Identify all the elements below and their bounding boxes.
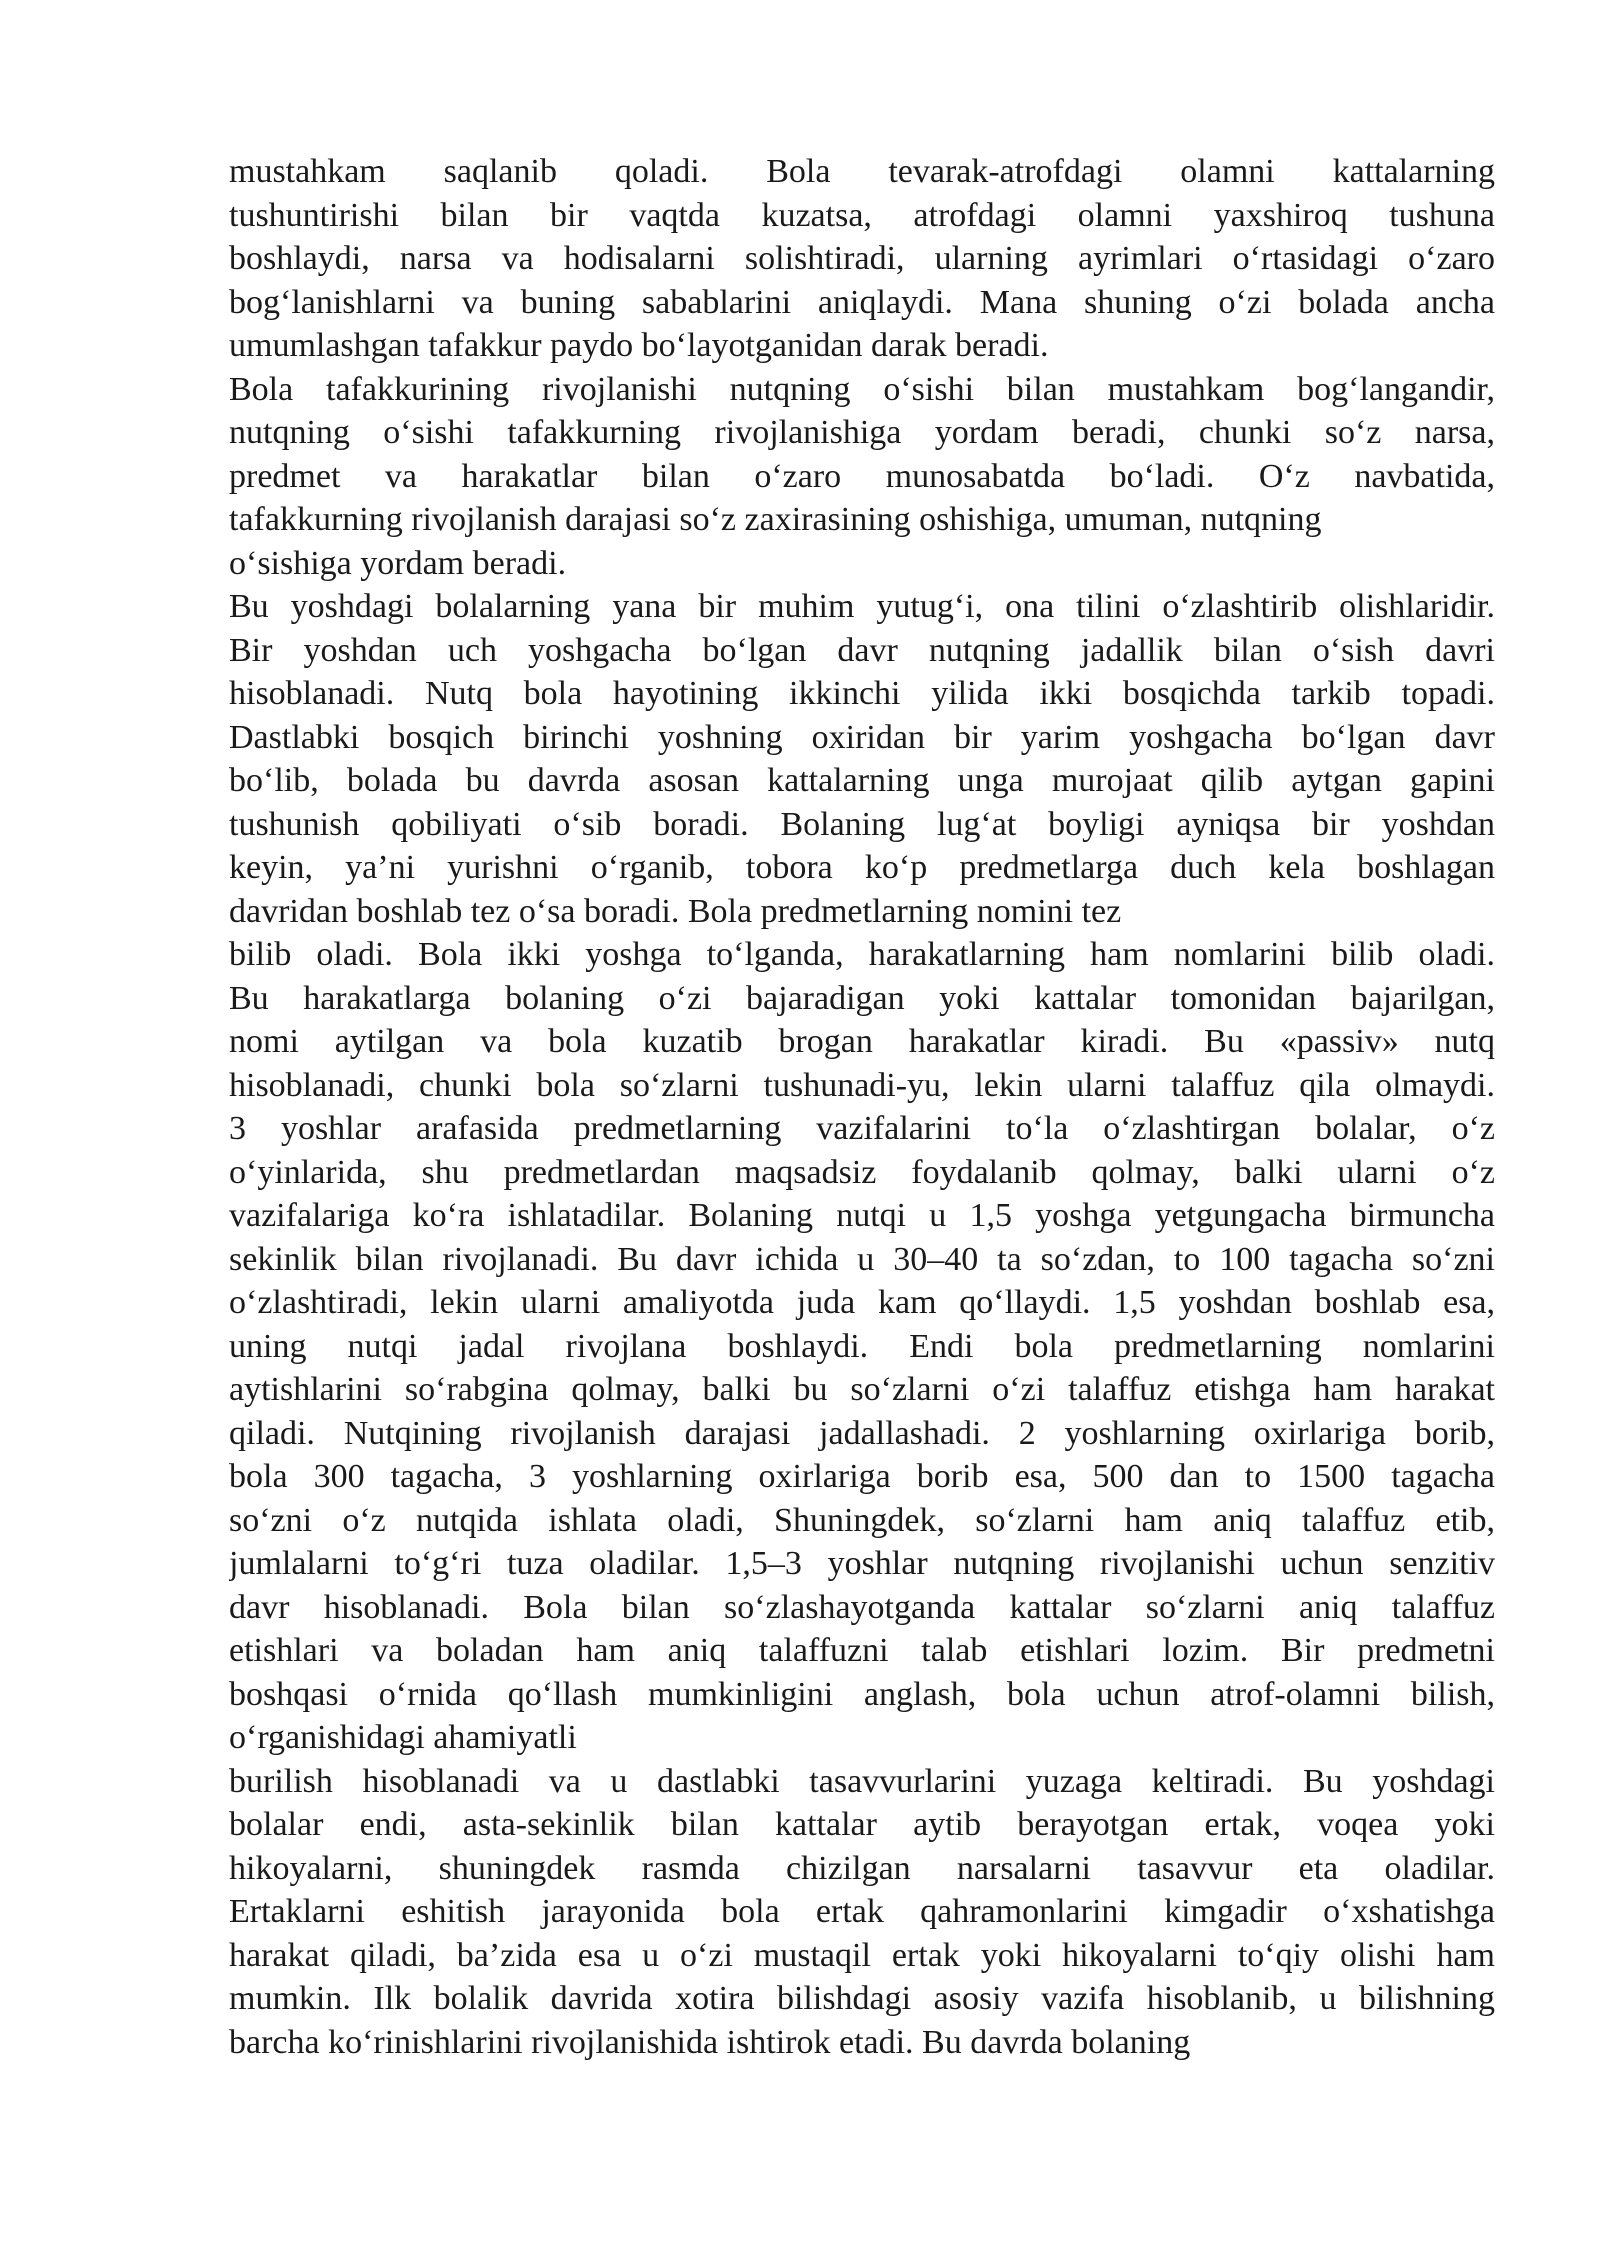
text-line: sekinlik bilan rivojlanadi. Bu davr ichida u 30–40 ta so‘zdan, to 100 tagacha so‘zni [229,1240,1495,1278]
text-line: Bola tafakkurining rivojlanishi nutqning o‘sishi bilan mustahkam bog‘langandir, [229,370,1495,408]
text-line: bola 300 tagacha, 3 yoshlarning oxirlariga borib esa, 500 dan to 1500 tagacha [229,1458,1495,1495]
text-line: jumlalarni to‘g‘ri tuza oladilar. 1,5–3 yoshlar nutqning rivojlanishi uchun senzitiv [229,1545,1495,1582]
text-line: qiladi. Nutqining rivojlanish darajasi jadallashadi. 2 yoshlarning oxirlariga borib, [229,1414,1495,1452]
text-line: keyin, ya’ni yurishni o‘rganib, tobora ko‘p predmetlarga duch kela boshlagan [229,849,1495,886]
text-line: bilib oladi. Bola ikki yoshga to‘lganda, harakatlarning ham nomlarini bilib oladi. [229,936,1495,973]
text-line: mumkin. Ilk bolalik davrida xotira bilishdagi asosiy vazifa hisoblanib, u bilishning [229,1980,1495,2017]
text-line: aytishlarini so‘rabgina qolmay, balki bu so‘zlarni o‘zi talaffuz etishga ham harakat [229,1371,1495,1408]
text-line: davridan boshlab tez o‘sa boradi. Bola predmetlarning nomini tez [229,892,1122,930]
text-line: o‘zlashtiradi, lekin ularni amaliyotda juda kam qo‘llaydi. 1,5 yoshdan boshlab esa, [229,1284,1495,1321]
text-line: davr hisoblanadi. Bola bilan so‘zlashayotganda kattalar so‘zlarni aniq talaffuz [229,1588,1495,1626]
text-line: o‘sishiga yordam beradi. [229,544,567,582]
text-line: so‘zni o‘z nutqida ishlata oladi, Shuningdek, so‘zlarni ham aniq talaffuz etib, [229,1501,1495,1539]
text-line: bolalar endi, asta-sekinlik bilan kattalar aytib berayotgan ertak, voqea yoki [229,1806,1495,1843]
text-line: Dastlabki bosqich birinchi yoshning oxiridan bir yarim yoshgacha bo‘lgan davr [229,718,1495,756]
document-page [229,150,1495,2064]
text-line: hikoyalarni, shuningdek rasmda chizilgan narsalarni tasavvur eta oladilar. [229,1849,1495,1887]
text-line: uning nutqi jadal rivojlana boshlaydi. Endi bola predmetlarning nomlarini [229,1327,1495,1365]
text-line: tushuntirishi bilan bir vaqtda kuzatsa, atrofdagi olamni yaxshiroq tushuna [229,196,1495,234]
text-line: Ertaklarni eshitish jarayonida bola ertak qahramonlarini kimgadir o‘xshatishga [229,1893,1495,1930]
text-line: harakat qiladi, ba’zida esa u o‘zi mustaqil ertak yoki hikoyalarni to‘qiy olishi ham [229,1936,1495,1974]
text-line: tafakkurning rivojlanish darajasi so‘z zaxirasining oshishiga, umuman, nutqning [229,501,1322,538]
text-line: bo‘lib, bolada bu davrda asosan kattalarning unga murojaat qilib aytgan gapini [229,762,1495,799]
text-line: 3 yoshlar arafasida predmetlarning vazifalarini to‘la o‘zlashtirgan bolalar, o‘z [229,1110,1495,1147]
text-line: Bu harakatlarga bolaning o‘zi bajaradigan yoki kattalar tomonidan bajarilgan, [229,979,1495,1017]
text-line: tushunish qobiliyati o‘sib boradi. Bolaning lug‘at boyligi ayniqsa bir yoshdan [229,805,1495,843]
text-line: barcha ko‘rinishlarini rivojlanishida ishtirok etadi. Bu davrda bolaning [229,2023,1191,2061]
text-line: boshqasi o‘rnida qo‘llash mumkinligini anglash, bola uchun atrof-olamni bilish, [229,1675,1495,1713]
text-line: umumlashgan tafakkur paydo bo‘layotganidan darak beradi. [229,327,1049,364]
text-line: Bir yoshdan uch yoshgacha bo‘lgan davr nutqning jadallik bilan o‘sish davri [229,631,1495,669]
text-line: boshlaydi, narsa va hodisalarni solishtiradi, ularning ayrimlari o‘rtasidagi o‘zaro [229,240,1495,277]
text-line: mustahkam saqlanib qoladi. Bola tevarak-atrofdagi olamni kattalarning [229,153,1495,190]
text-line: hisoblanadi. Nutq bola hayotining ikkinchi yilida ikki bosqichda tarkib topadi. [229,675,1495,712]
text-line: hisoblanadi, chunki bola so‘zlarni tushunadi-yu, lekin ularni talaffuz qila olmaydi. [229,1066,1495,1104]
text-line: Bu yoshdagi bolalarning yana bir muhim yutug‘i, ona tilini o‘zlashtirib olishlaridir. [229,588,1495,625]
text-line: nomi aytilgan va bola kuzatib brogan harakatlar kiradi. Bu «passiv» nutq [229,1023,1495,1060]
text-line: o‘rganishidagi ahamiyatli [229,1719,577,1756]
text-line: etishlari va boladan ham aniq talaffuzni talab etishlari lozim. Bir predmetni [229,1632,1495,1669]
text-line: o‘yinlarida, shu predmetlardan maqsadsiz foydalanib qolmay, balki ularni o‘z [229,1153,1495,1191]
text-line: nutqning o‘sishi tafakkurning rivojlanishiga yordam beradi, chunki so‘z narsa, [229,414,1495,451]
text-line: predmet va harakatlar bilan o‘zaro munosabatda bo‘ladi. O‘z navbatida, [229,457,1495,495]
text-line: burilish hisoblanadi va u dastlabki tasavvurlarini yuzaga keltiradi. Bu yoshdagi [229,1762,1495,1800]
text-line: vazifalariga ko‘ra ishlatadilar. Bolaning nutqi u 1,5 yoshga yetgungacha birmuncha [229,1197,1495,1234]
text-line: bog‘lanishlarni va buning sabablarini aniqlaydi. Mana shuning o‘zi bolada ancha [229,283,1495,321]
